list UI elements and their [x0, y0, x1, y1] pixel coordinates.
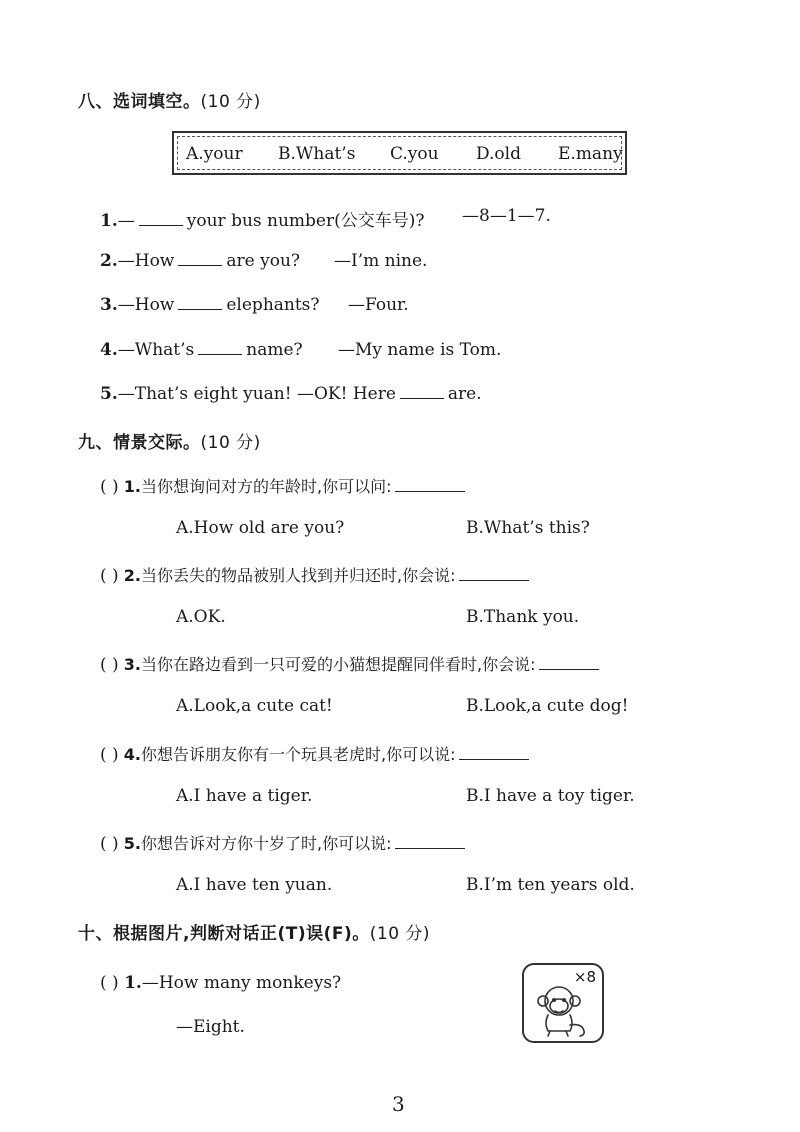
item-question: 你想告诉朋友你有一个玩具老虎时,你可以说:	[140, 745, 456, 764]
option-a: A.OK.	[176, 607, 226, 627]
answer-blank[interactable]	[459, 566, 529, 581]
option-b: B.Thank you.	[466, 607, 580, 627]
word-option-d: D.old	[476, 144, 521, 164]
item-number: 2.	[100, 251, 118, 271]
fill-item-4	[100, 340, 303, 360]
answer-parentheses[interactable]: ( )	[100, 973, 119, 993]
word-option-e: E.many	[558, 144, 623, 164]
item-number: 1.	[123, 477, 141, 496]
section-9-heading	[78, 428, 261, 453]
option-a: A.How old are you?	[176, 518, 345, 538]
item-number: 2.	[123, 566, 141, 585]
section-8-heading	[78, 87, 261, 112]
answer-blank[interactable]	[395, 834, 465, 849]
option-a: A.I have ten yuan.	[176, 875, 333, 895]
dialog-item-5	[100, 831, 469, 854]
fill-item-4-reply: —My name is Tom.	[338, 340, 502, 360]
judge-item-1-reply: —Eight.	[176, 1017, 245, 1037]
word-option-c: C.you	[390, 144, 439, 164]
item-question: 当你丢失的物品被别人找到并归还时,你会说:	[140, 566, 456, 585]
option-b: B.I’m ten years old.	[466, 875, 635, 895]
fill-item-5	[100, 384, 482, 404]
answer-parentheses[interactable]: ( )	[100, 655, 119, 675]
answer-parentheses[interactable]: ( )	[100, 834, 119, 854]
monkey-icon	[532, 979, 596, 1039]
answer-parentheses[interactable]: ( )	[100, 477, 119, 497]
section-9-title: 九、情景交际。	[78, 433, 201, 453]
item-text: elephants?	[226, 295, 320, 315]
option-a: A.Look,a cute cat!	[176, 696, 333, 716]
section-10-score: (10 分)	[369, 924, 431, 944]
answer-blank[interactable]	[178, 295, 222, 310]
option-b: B.I have a toy tiger.	[466, 786, 635, 806]
answer-blank[interactable]	[198, 340, 242, 355]
word-option-a: A.your	[186, 144, 243, 164]
fill-item-3	[100, 295, 320, 315]
item-question: 当你想询问对方的年龄时,你可以问:	[140, 477, 392, 496]
count-label: ×8	[573, 968, 596, 986]
item-number: 5.	[100, 384, 118, 404]
item-prefix: —How	[117, 251, 175, 271]
item-text: name?	[246, 340, 303, 360]
word-bank	[172, 131, 627, 175]
answer-blank[interactable]	[459, 745, 529, 760]
answer-blank[interactable]	[400, 384, 444, 399]
item-question: 你想告诉对方你十岁了时,你可以说:	[140, 834, 392, 853]
dialog-item-4	[100, 742, 533, 765]
section-8-title: 八、选词填空。	[78, 92, 201, 112]
item-number: 1.	[124, 973, 142, 993]
item-number: 3.	[123, 655, 141, 674]
page-number: 3	[392, 1092, 405, 1116]
monkey-picture	[522, 963, 604, 1043]
section-10-heading	[78, 919, 430, 944]
item-prefix: —How	[117, 295, 175, 315]
item-text: your bus number(公交车号)?	[186, 211, 425, 231]
answer-blank[interactable]	[178, 251, 222, 266]
item-prefix: —	[117, 211, 135, 231]
answer-parentheses[interactable]: ( )	[100, 745, 119, 765]
item-number: 4.	[100, 340, 118, 360]
section-8-score: (10 分)	[200, 92, 261, 112]
option-a: A.I have a tiger.	[176, 786, 313, 806]
section-10-title: 十、根据图片,判断对话正(T)误(F)。	[78, 924, 370, 944]
fill-item-1	[100, 206, 425, 231]
item-text: are you?	[226, 251, 301, 271]
dialog-item-2	[100, 563, 533, 586]
option-b: B.What’s this?	[466, 518, 590, 538]
option-b: B.Look,a cute dog!	[466, 696, 629, 716]
item-prefix: —What’s	[117, 340, 195, 360]
fill-item-1-reply: —8—1—7.	[462, 206, 551, 226]
item-prefix: —That’s eight yuan! —OK! Here	[117, 384, 396, 404]
word-option-b: B.What’s	[278, 144, 356, 164]
judge-item-1	[100, 973, 341, 993]
dialog-item-1	[100, 474, 469, 497]
item-number: 4.	[123, 745, 141, 764]
answer-blank[interactable]	[395, 477, 465, 492]
item-number: 5.	[123, 834, 141, 853]
item-question: —How many monkeys?	[141, 973, 342, 993]
section-9-score: (10 分)	[200, 433, 261, 453]
item-number: 1.	[100, 211, 118, 231]
item-number: 3.	[100, 295, 118, 315]
fill-item-2-reply: —I’m nine.	[334, 251, 428, 271]
fill-item-3-reply: —Four.	[348, 295, 409, 315]
fill-item-2	[100, 251, 300, 271]
dialog-item-3	[100, 652, 603, 675]
item-text: are.	[447, 384, 482, 404]
answer-blank[interactable]	[139, 211, 183, 226]
answer-blank[interactable]	[539, 655, 599, 670]
item-question: 当你在路边看到一只可爱的小猫想提醒同伴看时,你会说:	[140, 655, 536, 674]
answer-parentheses[interactable]: ( )	[100, 566, 119, 586]
